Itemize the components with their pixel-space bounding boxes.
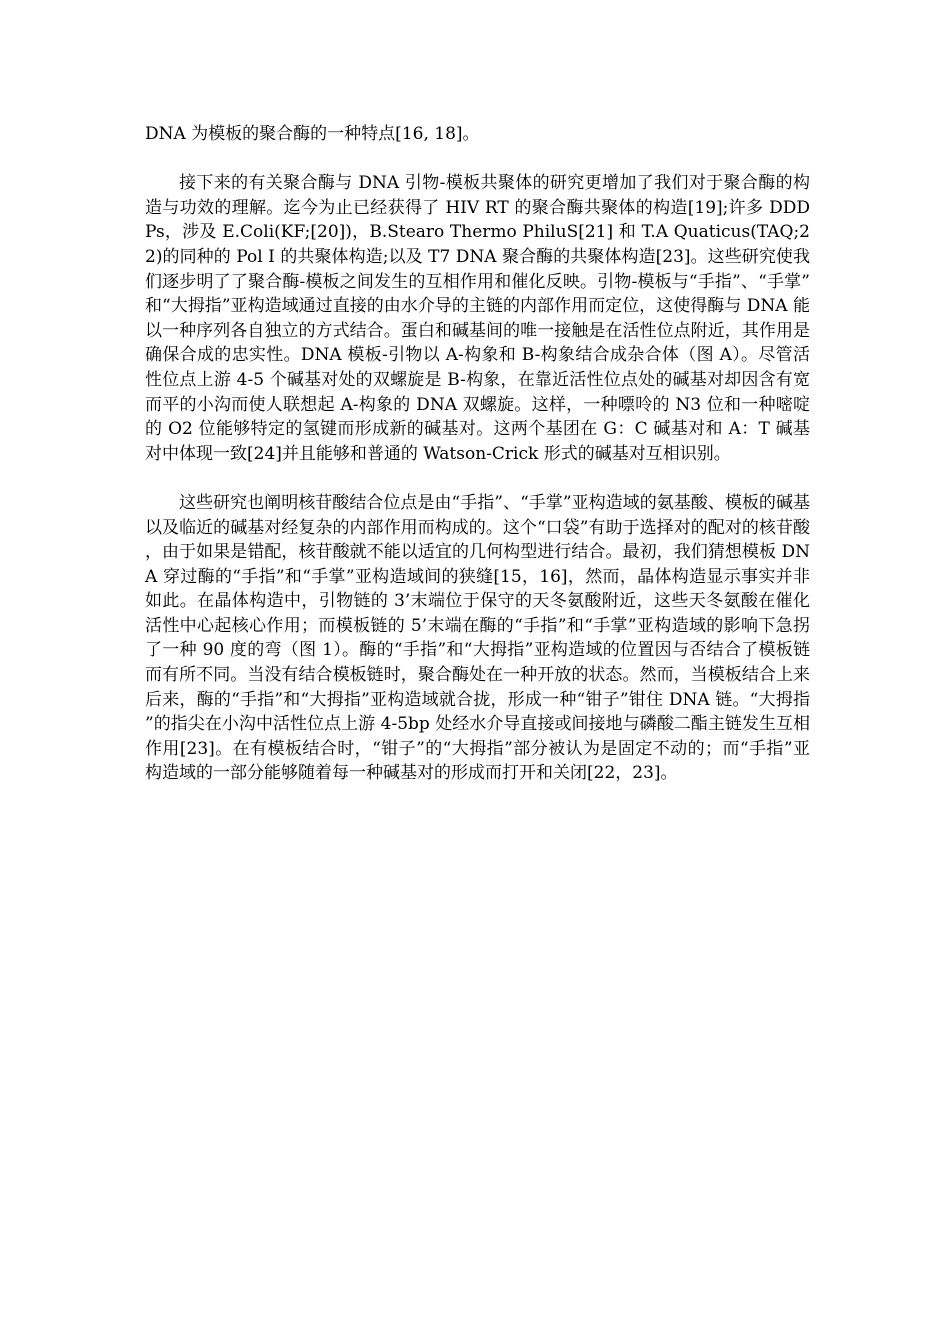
document-page: [145, 122, 810, 786]
paragraph-spacer: [145, 466, 810, 491]
paragraph-1: DNA 为模板的聚合酶的一种特点[16, 18]。: [145, 124, 480, 144]
paragraph-3: 这些研究也阐明核苷酸结合位点是由“手指”、“手掌”亚构造域的氨基酸、模板的碱基以及临近的碱基对经复杂的内部作用而构成的。这个“口袋”有助于选择对的配对的核苷酸，由于如果是错配，核苷酸就不能以适宜的几何构型进行结合。最初，我们猜想模板 DNA 穿过酶的“手指”和“手掌”亚构造域间的狭缝[15，16]，然而，晶体构造显示事实并非如此。在晶体构造中，引物链的 3’末端位于保守的天冬氨酸附近，这些天冬氨酸在催化活性中心起核心作用；而模板链的 5’末端在酶的“手指”和“手掌”亚构造域的影响下急拐了一种 90 度的弯（图 1）。酶的“手指”和“大拇指”亚构造域的位置因与否结合了模板链而有所不同。当没有结合模板链时，聚合酶处在一种开放的状态。然而，当模板结合上来后来，酶的“手指”和“大拇指”亚构造域就合拢，形成一种“钳子”钳住 DNA 链。“大拇指”的指尖在小沟中活性位点上游 4-5bp 处经水介导直接或间接地与磷酸二酯主链发生互相作用[23]。在有模板结合时，“钳子”的“大拇指”部分被认为是固定不动的；而“手指”亚构造域的一部分能够随着每一种碱基对的形成而打开和关闭[22，23]。: [145, 492, 810, 784]
paragraph-2: 接下来的有关聚合酶与 DNA 引物-模板共聚体的研究更增加了我们对于聚合酶的构造与功效的理解。迄今为止已经获得了 HIV RT 的聚合酶共聚体的构造[19];许多 DDDPs，涉及 E.Coli(KF;[20])，B.Stearo Thermo PhiluS[21] 和 T.A Quaticus(TAQ;22)的同种的 Pol I 的共聚体构造;以及 T7 DNA 聚合酶的共聚体构造[23]。这些研究使我们逐步明了了聚合酶-模板之间发生的互相作用和催化反映。引物-模板与“手指”、“手掌”和“大拇指”亚构造域通过直接的由水介导的主链的内部作用而定位，这使得酶与 DNA 能以一种序列各自独立的方式结合。蛋白和碱基间的唯一接触是在活性位点附近，其作用是确保合成的忠实性。DNA 模板-引物以 A-构象和 B-构象结合成杂合体（图 A）。尽管活性位点上游 4-5 个碱基对处的双螺旋是 B-构象，在靠近活性位点处的碱基对却因含有宽而平的小沟而使人联想起 A-构象的 DNA 双螺旋。这样，一种嘌呤的 N3 位和一种嘧啶的 O2 位能够特定的氢键而形成新的碱基对。这两个基团在 G：C 碱基对和 A：T 碱基对中体现一致[24]并且能够和普通的 Watson-Crick 形式的碱基对互相识别。: [145, 173, 810, 464]
paragraph-spacer: [145, 147, 810, 172]
